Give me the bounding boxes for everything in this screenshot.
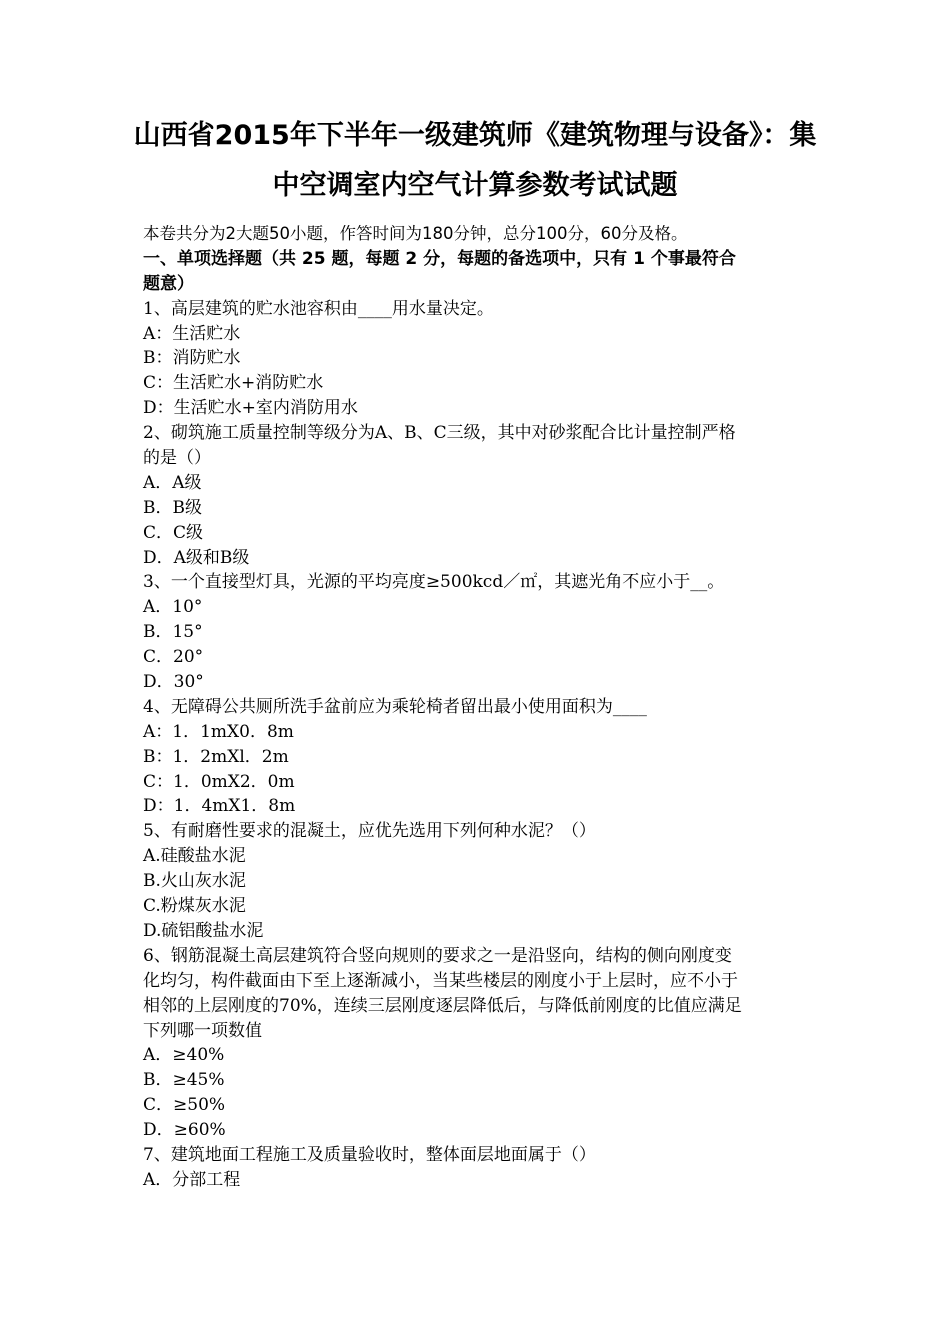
option-d: D.硫铝酸盐水泥 bbox=[143, 920, 264, 941]
question-2 bbox=[143, 421, 813, 570]
question-7 bbox=[143, 1143, 813, 1193]
question-stem: 5、有耐磨性要求的混凝土，应优先选用下列何种水泥？（） bbox=[143, 821, 596, 842]
question-6 bbox=[143, 944, 813, 1143]
option-d: D．A级和B级 bbox=[143, 547, 250, 568]
question-stem: 1、高层建筑的贮水池容积由____用水量决定。 bbox=[143, 298, 494, 319]
question-5 bbox=[143, 819, 813, 943]
question-stem-continued: 相邻的上层刚度的70%，连续三层刚度逐层降低后，与降低前刚度的比值应满足 bbox=[143, 995, 742, 1016]
option-c: C．≥50% bbox=[143, 1095, 226, 1116]
question-4 bbox=[143, 695, 813, 819]
question-stem-continued: 的是（） bbox=[143, 448, 211, 469]
option-a: A．≥40% bbox=[143, 1045, 225, 1066]
option-b: B：消防贮水 bbox=[143, 348, 241, 369]
option-d: D．30° bbox=[143, 672, 204, 693]
question-stem: 7、建筑地面工程施工及质量验收时，整体面层地面属于（） bbox=[143, 1144, 596, 1165]
option-b: B．≥45% bbox=[143, 1070, 225, 1091]
option-a: A：生活贮水 bbox=[143, 323, 241, 344]
option-c: C：1．0mX2．0m bbox=[143, 771, 295, 792]
question-stem: 6、钢筋混凝土高层建筑符合竖向规则的要求之一是沿竖向，结构的侧向刚度变 bbox=[143, 945, 732, 966]
option-d: D．≥60% bbox=[143, 1120, 226, 1141]
option-c: C．20° bbox=[143, 647, 204, 668]
exam-intro: 本卷共分为2大题50小题，作答时间为180分钟，总分100分，60分及格。 bbox=[143, 224, 688, 243]
document-title-line-1: 山西省2015年下半年一级建筑师《建筑物理与设备》：集 bbox=[133, 120, 817, 151]
question-1 bbox=[143, 297, 813, 421]
question-stem-continued: 下列哪一项数值 bbox=[143, 1020, 262, 1041]
section-heading-line-2: 题意） bbox=[143, 273, 194, 294]
question-stem: 2、砌筑施工质量控制等级分为A、B、C三级，其中对砂浆配合比计量控制严格 bbox=[143, 423, 736, 444]
option-b: B：1．2mXl．2m bbox=[143, 746, 289, 767]
option-b: B．B级 bbox=[143, 497, 202, 518]
question-stem-continued: 化均匀，构件截面由下至上逐渐减小，当某些楼层的刚度小于上层时，应不小于 bbox=[143, 970, 738, 991]
option-a: A．A级 bbox=[143, 472, 202, 493]
option-c: C．C级 bbox=[143, 522, 204, 543]
question-stem: 3、一个直接型灯具，光源的平均亮度≥500kcd／㎡，其遮光角不应小于__。 bbox=[143, 572, 725, 593]
option-a: A.硅酸盐水泥 bbox=[143, 846, 246, 867]
section-heading-line-1: 一、单项选择题（共 25 题，每题 2 分，每题的备选项中，只有 1 个事最符合 bbox=[143, 248, 736, 269]
document-title-line-2: 中空调室内空气计算参数考试试题 bbox=[272, 170, 678, 201]
option-a: A．10° bbox=[143, 597, 203, 618]
option-d: D：生活贮水+室内消防用水 bbox=[143, 398, 358, 419]
option-c: C.粉煤灰水泥 bbox=[143, 896, 246, 917]
question-3 bbox=[143, 570, 813, 694]
option-c: C：生活贮水+消防贮水 bbox=[143, 373, 324, 394]
option-a: A：1．1mX0．8m bbox=[143, 721, 294, 742]
option-b: B.火山灰水泥 bbox=[143, 871, 246, 892]
option-a: A．分部工程 bbox=[143, 1169, 241, 1190]
document-body bbox=[143, 222, 813, 1193]
option-d: D：1．4mX1．8m bbox=[143, 796, 296, 817]
question-stem: 4、无障碍公共厕所洗手盆前应为乘轮椅者留出最小使用面积为____ bbox=[143, 696, 647, 717]
option-b: B．15° bbox=[143, 622, 203, 643]
